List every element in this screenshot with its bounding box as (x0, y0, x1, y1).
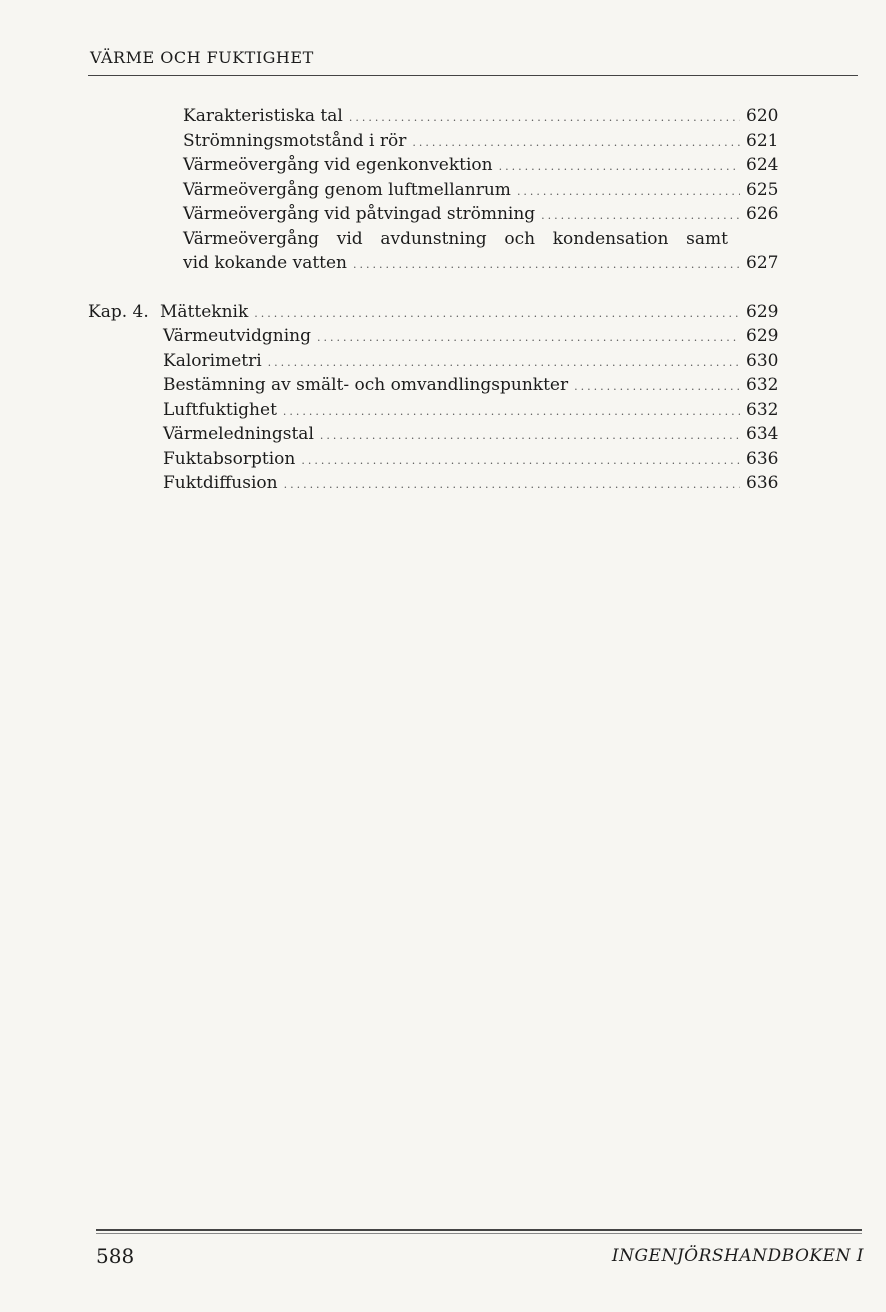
header-rule (88, 75, 858, 76)
dot-leader (268, 351, 740, 376)
toc-entry (88, 153, 778, 178)
dot-leader (353, 253, 740, 278)
toc-entry-title: Värmeutvidgning (163, 326, 311, 346)
chapter-label: Kap. 4. (88, 301, 149, 322)
toc-entry-title: Värmeövergång vid egenkonvektion (183, 155, 493, 175)
toc-entry-title: Luftfuktighet (163, 399, 277, 420)
toc-entry (88, 324, 778, 349)
toc-entry-title: Värmeövergång genom luftmellanrum (183, 179, 511, 200)
toc-entry (88, 398, 778, 423)
running-header: VÄRME OCH FUKTIGHET (90, 48, 314, 67)
toc-entry-title-line1: Värmeövergång vid avdunstning och kondensation samt (183, 228, 728, 249)
toc-entry (88, 104, 778, 129)
table-of-contents (88, 104, 778, 496)
dot-leader (541, 204, 740, 229)
toc-entry-title: Bestämning av smält- och omvandlingspunkter (163, 375, 569, 395)
toc-entry-title: Fuktdiffusion (163, 473, 278, 493)
dot-leader (574, 375, 740, 400)
toc-entry-title: Fuktabsorption (163, 448, 296, 469)
toc-entry (88, 471, 778, 496)
toc-entry-multiline-second (88, 251, 778, 276)
dot-leader (499, 155, 740, 180)
footer-rule-thin (96, 1233, 862, 1234)
toc-entry-page: 625 (746, 179, 779, 200)
page-number: 588 (96, 1244, 135, 1268)
toc-entry-title: Strömningsmotstånd i rör (183, 130, 407, 151)
footer-rule (96, 1229, 862, 1231)
dot-leader (349, 106, 740, 131)
dot-leader (283, 400, 740, 425)
chapter-page: 629 (746, 301, 779, 322)
toc-chapter (88, 300, 778, 325)
toc-entry-page: 636 (746, 448, 779, 469)
chapter-title: Mätteknik (160, 301, 249, 322)
dot-leader (284, 473, 740, 498)
toc-entry-title: Värmeledningstal (163, 424, 314, 444)
toc-entry-page: 634 (746, 424, 779, 444)
toc-entry (88, 178, 778, 203)
dot-leader (301, 449, 740, 474)
book-title: INGENJÖRSHANDBOKEN I (611, 1246, 864, 1266)
dot-leader (317, 326, 740, 351)
dot-leader (320, 424, 740, 449)
toc-entry (88, 202, 778, 227)
toc-entry-title: Kalorimetri (163, 350, 262, 371)
toc-entry-page: 632 (746, 399, 779, 420)
toc-entry (88, 447, 778, 472)
toc-entry-title-line2: vid kokande vatten (183, 253, 348, 273)
toc-entry-page: 626 (746, 204, 779, 224)
toc-entry-title: Värmeövergång vid påtvingad strömning (183, 204, 536, 224)
toc-entry-page: 624 (746, 155, 779, 175)
toc-entry-page: 632 (746, 375, 779, 395)
dot-leader (412, 131, 740, 156)
dot-leader (254, 302, 740, 327)
toc-entry-page: 630 (746, 350, 779, 371)
toc-entry (88, 349, 778, 374)
toc-entry-page: 629 (746, 326, 779, 346)
toc-entry-page: 627 (746, 253, 779, 273)
toc-entry-multiline-first (88, 227, 778, 252)
toc-entry (88, 129, 778, 154)
toc-entry-title: Karakteristiska tal (183, 106, 343, 126)
toc-entry-page: 636 (746, 473, 779, 493)
dot-leader (517, 180, 740, 205)
toc-entry (88, 422, 778, 447)
toc-entry (88, 373, 778, 398)
toc-entry-page: 620 (746, 106, 779, 126)
toc-entry-page: 621 (746, 130, 779, 151)
